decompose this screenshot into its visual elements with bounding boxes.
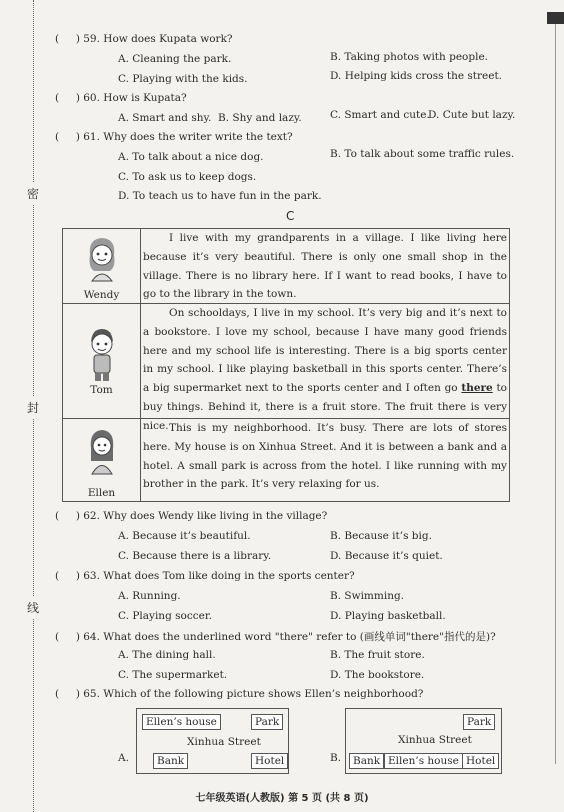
ellens-house-cell: Ellen’s house bbox=[142, 714, 221, 730]
question-64: ( ) 64. What does the underlined word "there" refer to (画线单词"there"指代的是)? bbox=[55, 631, 496, 643]
question-65: ( ) 65. Which of the following picture shows Ellen’s neighborhood? bbox=[55, 688, 424, 700]
option-a: A. Running. bbox=[118, 590, 181, 602]
option-d: D. The bookstore. bbox=[330, 669, 425, 681]
answer-paren[interactable]: ( bbox=[55, 33, 60, 45]
option-b: B. Because it’s big. bbox=[330, 530, 432, 542]
map-option-b bbox=[345, 708, 502, 774]
option-b: B. Taking photos with people. bbox=[330, 51, 489, 63]
option-c: C. Smart and cute. bbox=[330, 109, 430, 121]
ellen-portrait: Ellen bbox=[63, 419, 141, 501]
passage-row-ellen bbox=[63, 419, 509, 501]
option-d: D. To teach us to have fun in the park. bbox=[118, 190, 322, 202]
street-label: Xinhua Street bbox=[187, 736, 261, 748]
boy-icon bbox=[82, 324, 122, 382]
answer-paren[interactable]: ( bbox=[55, 688, 60, 700]
section-heading: C bbox=[286, 209, 295, 223]
hotel-cell: Hotel bbox=[462, 753, 499, 769]
passage-text: On schooldays, I live in my school. It’s very big and it’s next to a bookstore. I love my school, because I have many good friends here and my school life is interesting. There is a big sports center in my school. I like playing basketball in this sports center. There’s a big supermarket next to the sports center and I often go there to buy things. Behind it, there is a fruit store. The fruit there is very nice. bbox=[143, 307, 507, 432]
margin-char-xian: 线 bbox=[27, 597, 39, 618]
option-a: A. Because it’s beautiful. bbox=[118, 530, 251, 542]
page-edge-line bbox=[555, 24, 556, 764]
girl-icon bbox=[82, 233, 122, 283]
park-cell: Park bbox=[251, 714, 283, 730]
passage-row-wendy bbox=[63, 229, 509, 304]
option-b: B. Swimming. bbox=[330, 590, 405, 602]
option-b: B. The fruit store. bbox=[330, 649, 425, 661]
map-a-label: A. bbox=[118, 752, 129, 764]
street-label: Xinhua Street bbox=[398, 734, 472, 746]
answer-paren[interactable]: ( bbox=[55, 631, 60, 643]
answer-paren[interactable]: ( bbox=[55, 92, 60, 104]
question-60: ( ) 60. How is Kupata? bbox=[55, 92, 187, 104]
option-c: C. Playing with the kids. bbox=[118, 73, 248, 85]
bank-cell: Bank bbox=[349, 753, 384, 769]
option-a: A. To talk about a nice dog. bbox=[118, 151, 264, 163]
page-edge-mark bbox=[547, 12, 564, 24]
passage-row-tom bbox=[63, 304, 509, 432]
map-option-a bbox=[136, 708, 289, 774]
question-63: ( ) 63. What does Tom like doing in the sports center? bbox=[55, 570, 355, 582]
reading-passage-table bbox=[62, 228, 510, 502]
page-footer: 七年级英语(人教版) 第 5 页 (共 8 页) bbox=[195, 793, 369, 804]
option-a: A. Cleaning the park. bbox=[118, 53, 232, 65]
hotel-cell: Hotel bbox=[251, 753, 288, 769]
option-b: B. Shy and lazy. bbox=[218, 112, 302, 124]
option-c: C. Because there is a library. bbox=[118, 550, 272, 562]
question-62: ( ) 62. Why does Wendy like living in the village? bbox=[55, 510, 328, 522]
tom-portrait: Tom bbox=[63, 304, 141, 418]
option-d: D. Playing basketball. bbox=[330, 610, 446, 622]
option-b: B. To talk about some traffic rules. bbox=[330, 148, 515, 160]
option-a: A. The dining hall. bbox=[118, 649, 216, 661]
answer-paren[interactable]: ( bbox=[55, 131, 60, 143]
map-b-label: B. bbox=[330, 752, 342, 764]
option-c: C. The supermarket. bbox=[118, 669, 228, 681]
margin-char-feng: 封 bbox=[27, 397, 39, 418]
option-c: C. To ask us to keep dogs. bbox=[118, 171, 257, 183]
passage-text: This is my neighborhood. It’s busy. There are lots of stores here. My house is on Xinhua Street. And it is between a bank and a hotel. A small park is across from the hotel. I like running with my brother in the park. It’s very relaxing for us. bbox=[143, 422, 507, 491]
passage-text: I live with my grandparents in a village. I like living here because it’s very beautiful. There is only one small shop in the village. There is no library here. If I want to read books, I have to go to the library in the town. bbox=[143, 232, 507, 301]
answer-paren[interactable]: ( bbox=[55, 510, 60, 522]
option-d: D. Cute but lazy. bbox=[428, 109, 516, 121]
wendy-portrait: Wendy bbox=[63, 229, 141, 303]
question-61: ( ) 61. Why does the writer write the text? bbox=[55, 131, 293, 143]
option-d: D. Because it’s quiet. bbox=[330, 550, 443, 562]
park-cell: Park bbox=[463, 714, 495, 730]
bank-cell: Bank bbox=[153, 753, 188, 769]
girl-icon bbox=[82, 425, 122, 475]
underlined-word: there bbox=[461, 382, 493, 395]
ellens-house-cell: Ellen’s house bbox=[384, 753, 463, 769]
question-59: ( ) 59. How does Kupata work? bbox=[55, 33, 233, 45]
margin-char-mi: 密 bbox=[27, 183, 39, 204]
option-c: C. Playing soccer. bbox=[118, 610, 213, 622]
option-a: A. Smart and shy. bbox=[118, 112, 212, 124]
option-d: D. Helping kids cross the street. bbox=[330, 70, 502, 82]
answer-paren[interactable]: ( bbox=[55, 570, 60, 582]
